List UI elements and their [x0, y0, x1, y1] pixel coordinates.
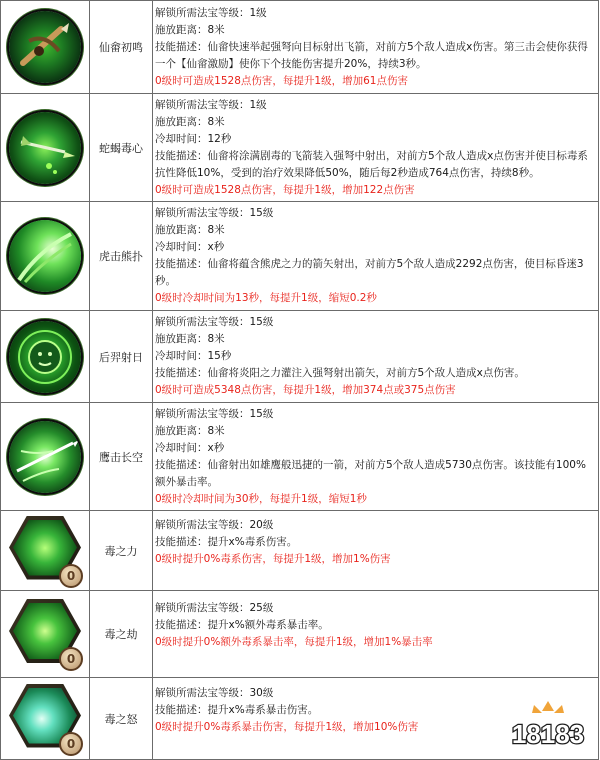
- skill-row: [1, 591, 599, 678]
- skill-scaling: 0级时冷却时间为13秒，每提升1级，缩短0.2秒: [155, 292, 377, 304]
- skill-unlock-level: 解锁所需法宝等级：20级: [155, 518, 274, 531]
- skill-unlock-level: 解锁所需法宝等级：25级: [155, 602, 274, 614]
- skill-row: [1, 202, 599, 311]
- skill-icon-cell: [1, 511, 90, 591]
- skill-description: [153, 202, 599, 311]
- skill-description: [153, 311, 599, 403]
- skill-unlock-level: 解锁所需法宝等级：30级: [155, 686, 274, 699]
- skill-row: [1, 403, 599, 511]
- eagle-arrow-skill-icon: [9, 421, 81, 493]
- skill-effect: 技能描述：仙畲将炎阳之力灌注入强弩射出箭矢，对前方5个敌人造成x点伤害。: [155, 367, 525, 379]
- skill-description: [153, 403, 599, 511]
- skill-effect: 技能描述：提升x%毒系暴击伤害。: [155, 703, 319, 716]
- tiger-strike-skill-icon: [9, 220, 81, 292]
- skill-name: 仙畲初鸣: [90, 1, 153, 94]
- skill-cooldown: 冷却时间：x秒: [155, 441, 225, 454]
- logo-text: 18183: [511, 719, 585, 749]
- skill-scaling: 0级时可造成1528点伤害，每提升1级，增加61点伤害: [155, 74, 408, 87]
- poison-arrow-skill-icon: [9, 112, 81, 184]
- skill-name: 后羿射日: [90, 311, 153, 403]
- skill-icon-cell: [1, 202, 90, 311]
- skill-scaling: 0级时提升0%毒系暴击伤害，每提升1级，增加10%伤害: [155, 720, 419, 733]
- skill-effect: 技能描述：提升x%额外毒系暴击率。: [155, 619, 329, 631]
- skill-effect: 技能描述：仙畲快速举起强弩向目标射出飞箭，对前方5个敌人造成x伤害。第三击会使你获得一个【仙畲激励】使你下个技能伤害提升20%，持续3秒。: [155, 40, 588, 70]
- poison-wrath-skill-icon: [5, 682, 85, 756]
- skill-effect: 技能描述：提升x%毒系伤害。: [155, 535, 298, 548]
- skill-level-badge: 0: [59, 564, 83, 588]
- skill-description: [153, 94, 599, 202]
- skill-level-badge: 0: [59, 732, 83, 756]
- skill-row: [1, 1, 599, 94]
- skill-description: [153, 591, 599, 678]
- skill-unlock-level: 解锁所需法宝等级：1级: [155, 6, 267, 19]
- skill-icon-cell: [1, 403, 90, 511]
- skill-row: [1, 511, 599, 591]
- skill-cooldown: 冷却时间：x秒: [155, 241, 225, 253]
- skill-icon-cell: [1, 311, 90, 403]
- skill-scaling: 0级时可造成1528点伤害，每提升1级，增加122点伤害: [155, 183, 415, 196]
- skill-description: [153, 1, 599, 94]
- skill-cooldown: 冷却时间：15秒: [155, 350, 232, 362]
- skill-unlock-level: 解锁所需法宝等级：1级: [155, 98, 267, 111]
- skill-unlock-level: 解锁所需法宝等级：15级: [155, 407, 274, 420]
- skill-range: 施放距离：8米: [155, 115, 225, 128]
- skill-icon-cell: [1, 591, 90, 678]
- skill-scaling: 0级时提升0%毒系伤害，每提升1级，增加1%伤害: [155, 552, 391, 565]
- skill-icon-cell: [1, 94, 90, 202]
- skill-range: 施放距离：8米: [155, 333, 225, 345]
- skill-effect: 技能描述：仙畲射出如雄鹰般迅捷的一箭，对前方5个敌人造成5730点伤害。该技能有100%额外暴击率。: [155, 458, 586, 488]
- skill-range: 施放距离：8米: [155, 23, 225, 36]
- skill-name: 虎击熊扑: [90, 202, 153, 311]
- skill-name: 毒之怒: [90, 678, 153, 760]
- crossbow-skill-icon: [9, 11, 81, 83]
- skill-name: 毒之劫: [90, 591, 153, 678]
- skill-icon-cell: [1, 1, 90, 94]
- skill-scaling: 0级时可造成5348点伤害，每提升1级，增加374点或375点伤害: [155, 384, 456, 396]
- lion-sun-skill-icon: [9, 321, 81, 393]
- skill-scaling: 0级时提升0%额外毒系暴击率，每提升1级，增加1%暴击率: [155, 636, 433, 648]
- poison-power-skill-icon: [5, 514, 85, 588]
- skill-icon-cell: [1, 678, 90, 760]
- poison-crit-skill-icon: [5, 597, 85, 671]
- skill-row: [1, 311, 599, 403]
- skill-range: 施放距离：8米: [155, 224, 225, 236]
- skill-name: 鹰击长空: [90, 403, 153, 511]
- skill-effect: 技能描述：仙畲将涂满剧毒的飞箭装入强弩中射出，对前方5个敌人造成x点伤害并使目标毒系抗性降低10%，受到的治疗效果降低50%，随后每2秒造成764点伤害，持续8秒。: [155, 149, 588, 179]
- skill-level-badge: 0: [59, 647, 83, 671]
- skill-range: 施放距离：8米: [155, 424, 225, 437]
- 18183-logo-icon: [504, 699, 592, 751]
- skill-unlock-level: 解锁所需法宝等级：15级: [155, 207, 274, 219]
- skill-unlock-level: 解锁所需法宝等级：15级: [155, 316, 274, 328]
- skill-cooldown: 冷却时间：12秒: [155, 132, 232, 145]
- skill-row: [1, 94, 599, 202]
- skill-name: 毒之力: [90, 511, 153, 591]
- skill-description: [153, 511, 599, 591]
- skill-name: 蛇蝎毒心: [90, 94, 153, 202]
- skill-scaling: 0级时冷却时间为30秒，每提升1级，缩短1秒: [155, 492, 367, 505]
- skill-effect: 技能描述：仙畲将蕴含熊虎之力的箭矢射出，对前方5个敌人造成2292点伤害，使目标昏迷3秒。: [155, 258, 584, 287]
